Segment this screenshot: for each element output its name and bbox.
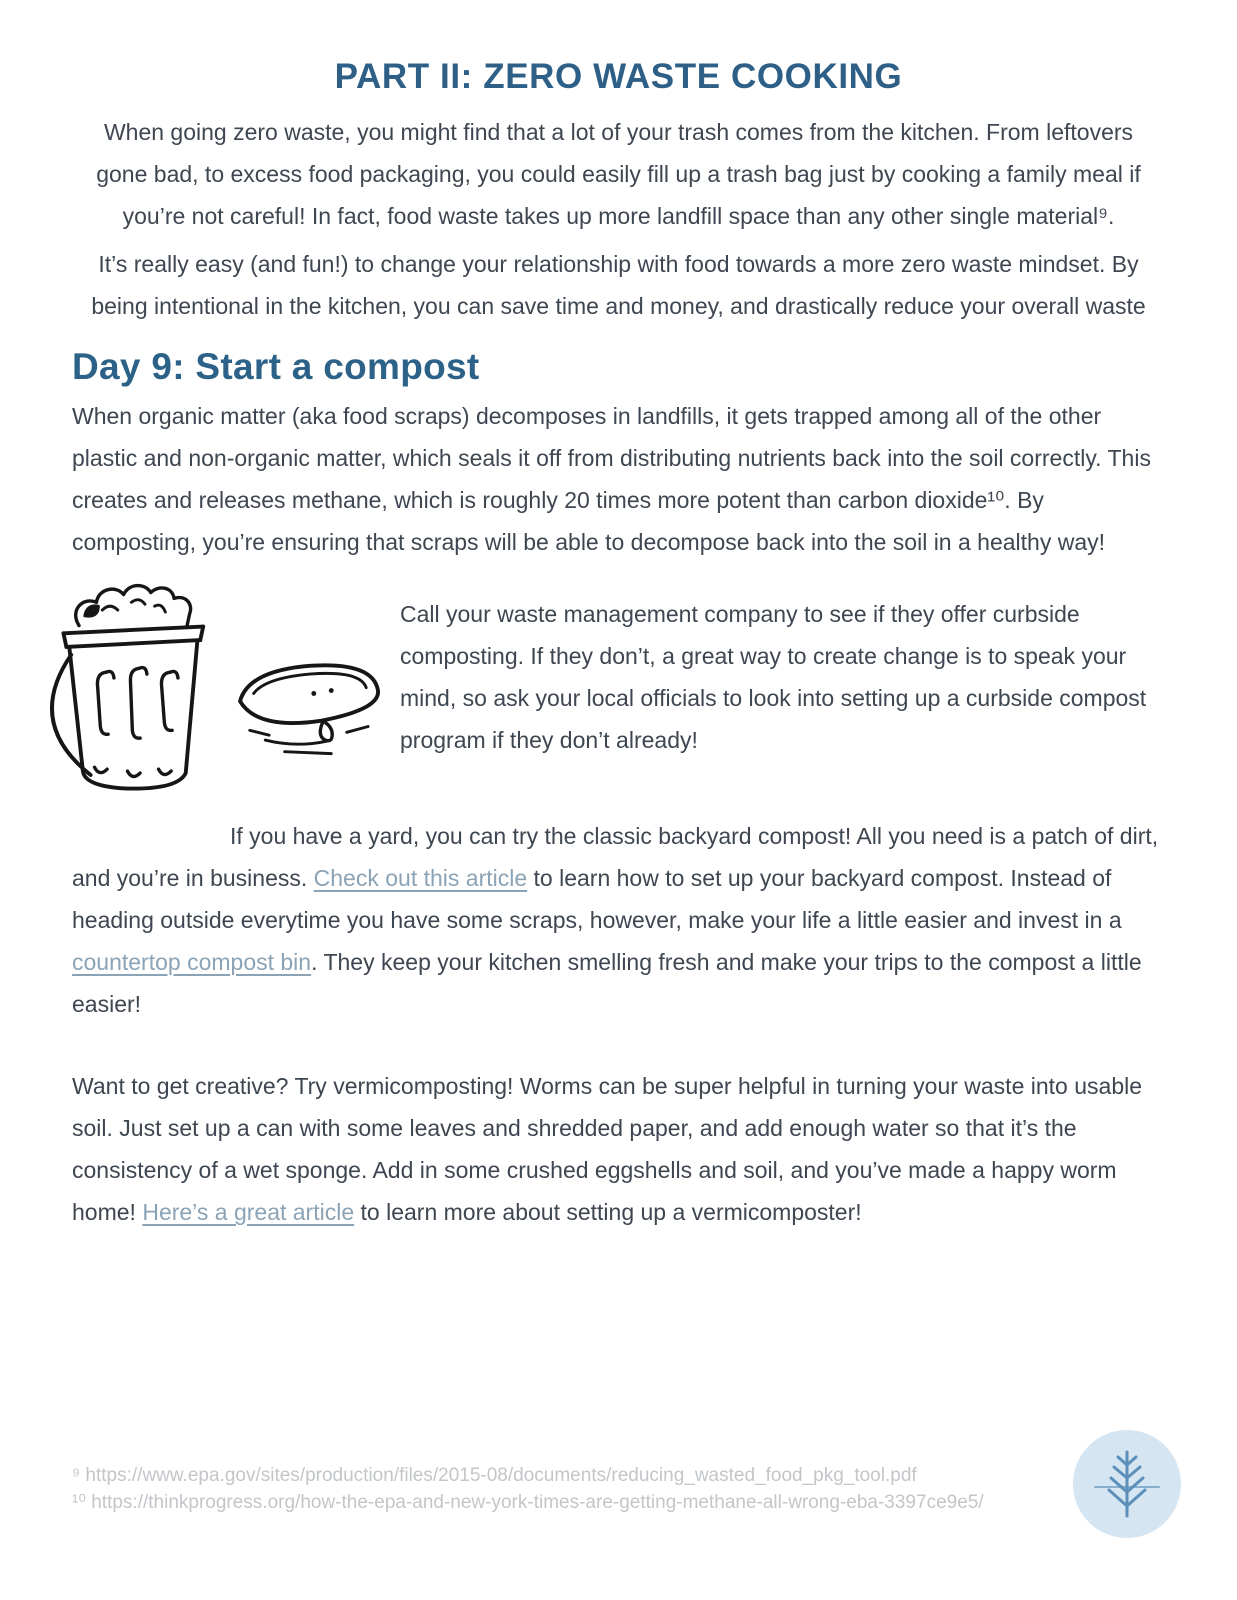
footnote-9: ⁹ https://www.epa.gov/sites/production/files/2015-08/documents/reducing_wasted_food_pkg_tool.pdf bbox=[72, 1465, 917, 1486]
text-segment: to learn how to set up your backyard compost. Instead of heading outside everytime you have some scraps, however, make your life a little easier and invest in a bbox=[72, 865, 1122, 933]
vermicomposter-article-link[interactable]: Here’s a great article bbox=[142, 1199, 355, 1225]
section-heading-day-9: Day 9: Start a compost bbox=[72, 346, 480, 387]
brand-logo bbox=[1073, 1430, 1181, 1538]
compost-bin-sketch-icon bbox=[30, 579, 388, 807]
text-segment: to learn more about setting up a vermicomposter! bbox=[354, 1199, 862, 1225]
curbside-compost-paragraph: Call your waste management company to see if they offer curbside composting. If they don’t, a great way to create change is to speak your mind, so ask your local officials to look into setting up a curbside compost program if they don’t already! bbox=[400, 601, 1147, 753]
compost-bin-illustration bbox=[30, 579, 388, 807]
page-title: PART II: ZERO WASTE COOKING bbox=[334, 57, 903, 96]
vermicomposting-paragraph bbox=[72, 1065, 1165, 1233]
backyard-compost-paragraph bbox=[72, 815, 1165, 1025]
text-segment: Want to get creative? Try vermicomposting! Worms can be super helpful in turning your waste into usable soil. Just set up a can with some leaves and shredded paper, and add enough water so that it’s the consistency of a wet sponge. Add in some crushed eggshells and soil, and you’ve made a happy worm home! bbox=[72, 1073, 1143, 1225]
intro-paragraph-2: It’s really easy (and fun!) to change your relationship with food towards a more zero waste mindset. By being intentional in the kitchen, you can save time and money, and drastically reduce your overall waste bbox=[91, 251, 1146, 319]
text-segment: . They keep your kitchen smelling fresh and make your trips to the compost a little easier! bbox=[72, 949, 1142, 1017]
compost-intro-paragraph: When organic matter (aka food scraps) decomposes in landfills, it gets trapped among all of the other plastic and non-organic matter, which seals it off from distributing nutrients back into the soil correctly. This creates and releases methane, which is roughly 20 times more potent than carbon dioxide¹⁰. By composting, you’re ensuring that scraps will be able to decompose back into the soil in a healthy way! bbox=[72, 403, 1151, 555]
footnotes bbox=[72, 1462, 1002, 1516]
backyard-compost-article-link[interactable]: Check out this article bbox=[313, 865, 528, 891]
pine-sprig-icon bbox=[1073, 1430, 1181, 1538]
footnote-10: ¹⁰ https://thinkprogress.org/how-the-epa-and-new-york-times-are-getting-methane-all-wrong-eba-3397ce9e5/ bbox=[72, 1492, 984, 1513]
intro-paragraph-1: When going zero waste, you might find that a lot of your trash comes from the kitchen. From leftovers gone bad, to excess food packaging, you could easily fill up a trash bag just by cooking a family meal if you’re not careful! In fact, food waste takes up more landfill space than any other single material⁹. bbox=[96, 119, 1141, 229]
text-segment: If you have a yard, you can try the classic backyard compost! All you need is a patch of dirt, and you’re in business. bbox=[72, 823, 1159, 891]
countertop-compost-bin-link[interactable]: countertop compost bin bbox=[72, 949, 312, 975]
